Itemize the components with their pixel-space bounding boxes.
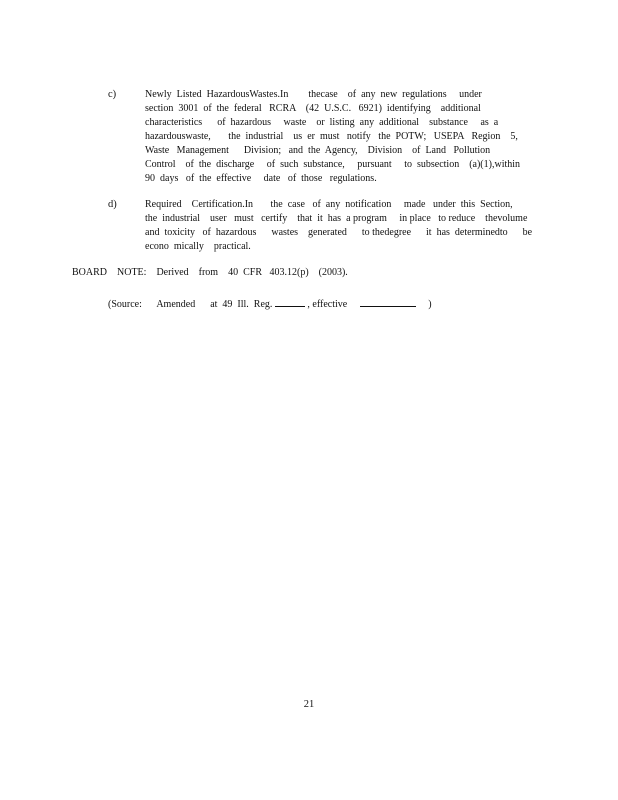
subsection-c-line: 90 days of the effective date of those regulations.: [145, 173, 377, 184]
effective-date-blank: [360, 296, 416, 307]
subsection-c-label: c): [108, 89, 117, 100]
source-suffix: ): [415, 299, 432, 310]
subsection-c-line: characteristics of hazardous waste or listing any additional substance as a: [145, 117, 499, 128]
source-note: [108, 296, 432, 312]
subsection-c-line: Control of the discharge of such substance, pursuant to subsection (a)(1),within: [145, 159, 521, 170]
subsection-c-line: Newly Listed HazardousWastes.In thecase of any new regulations under: [145, 89, 482, 100]
subsection-c-line: Waste Management Division; and the Agency, Division of Land Pollution: [145, 145, 491, 156]
register-blank: [275, 296, 305, 307]
subsection-d-label: d): [108, 199, 117, 210]
subsection-c-line: hazardouswaste, the industrial us er must notify the POTW; USEPA Region 5,: [145, 131, 518, 142]
subsection-d-text: [145, 198, 533, 254]
page-number: 21: [303, 699, 315, 710]
subsection-d-line: econo mically practical.: [145, 241, 251, 252]
source-middle: , effective: [304, 299, 360, 310]
source-prefix: (Source: Amended at 49 Ill. Reg.: [108, 299, 275, 310]
subsection-c-line: section 3001 of the federal RCRA (42 U.S.C. 6921) identifying additional: [145, 103, 481, 114]
subsection-d-line: and toxicity of hazardous wastes generated to thedegree it has determinedto be: [145, 227, 533, 238]
board-note: BOARD NOTE: Derived from 40 CFR 403.12(p) (2003).: [72, 267, 348, 278]
subsection-c-text: [145, 88, 533, 186]
subsection-d-line: Required Certification.In the case of any notification made under this Section,: [145, 199, 513, 210]
subsection-d-line: the industrial user must certify that it has a program in place to reduce thevolume: [145, 213, 528, 224]
